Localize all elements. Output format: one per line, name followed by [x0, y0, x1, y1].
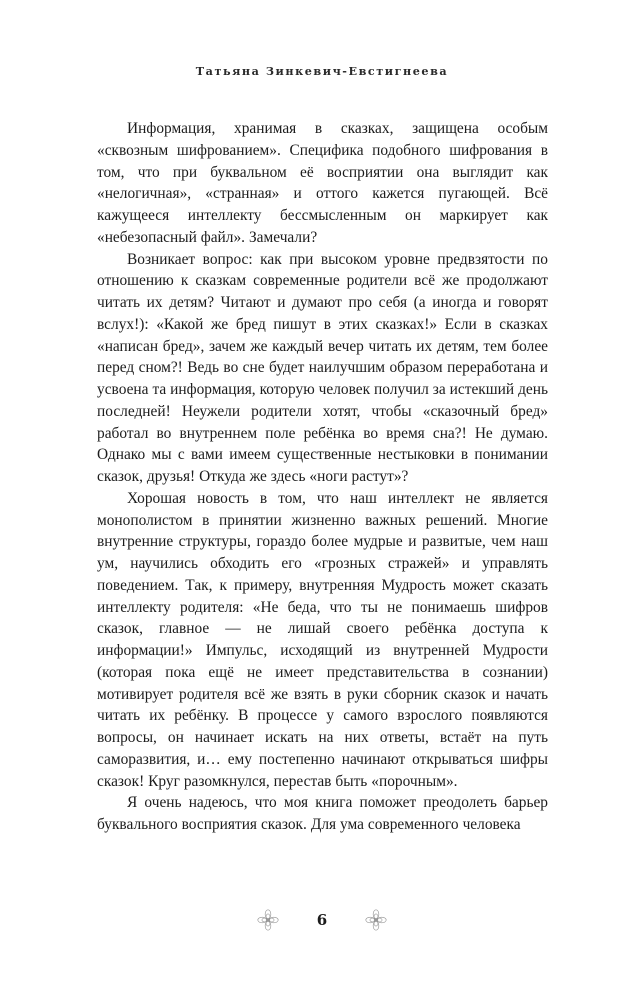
page-number: 6: [316, 910, 328, 929]
quatrefoil-ornament-left-icon: [257, 909, 279, 931]
paragraph: Информация, хранимая в сказках, защищена особым «сквозным шифрованием». Специфика подобного шифрования в том, что при буквальном её восприятии она выглядит как «нелогичная», «странная» и оттого кажется пугающей. Всё кажущееся интеллекту бессмысленным он маркирует как «небезопасный файл». Замечали?: [97, 120, 548, 246]
paragraph: Хорошая новость в том, что наш интеллект не является монополистом в принятии жизненно важных решений. Многие внутренние структуры, гораздо более мудрые и развитые, чем наш ум, научились обходить его «грозных стражей» и управлять поведением. Так, к примеру, внутренняя Мудрость может сказать интеллекту родителя: «Не беда, что ты не понимаешь шифров сказок, главное — не лишай своего ребёнка доступа к информации!» Импульс, исходящий из внутренней Мудрости (которая пока ещё не имеет представительства в сознании) мотивирует родителя всё же взять в руки сборник сказок и начать читать их ребёнку. В процессе у самого взрослого появляются вопросы, он начинает искать на них ответы, встаёт на путь саморазвития, и… ему постепенно начинают открываться шифры сказок! Круг разомкнулся, перестав быть «порочным».: [97, 489, 548, 790]
running-head: Татьяна Зинкевич-Евстигнеева: [195, 64, 449, 78]
page-footer: [0, 900, 644, 940]
body-text-block: [97, 118, 548, 836]
paragraph: Я очень надеюсь, что моя книга поможет преодолеть барьер буквального восприятия сказок. Для ума современного человека: [97, 794, 548, 833]
quatrefoil-ornament-right-icon: [365, 909, 387, 931]
paragraph: Возникает вопрос: как при высоком уровне предвзятости по отношению к сказкам современные родители всё же продолжают читать их детям? Читают и думают про себя (а иногда и говорят вслух!): «Какой же бред пишут в этих сказках!» Если в сказках «написан бред», зачем же каждый вечер читать их детям, тем более перед сном?! Ведь во сне будет наилучшим образом переработана и усвоена та информация, которую человек получил за истекший день последней! Неужели родители хотят, чтобы «сказочный бред» работал во внутреннем поле ребёнка во время сна?! Не думаю. Однако мы с вами имеем существенные нестыковки в понимании сказок, друзья! Откуда же здесь «ноги растут»?: [97, 250, 548, 485]
